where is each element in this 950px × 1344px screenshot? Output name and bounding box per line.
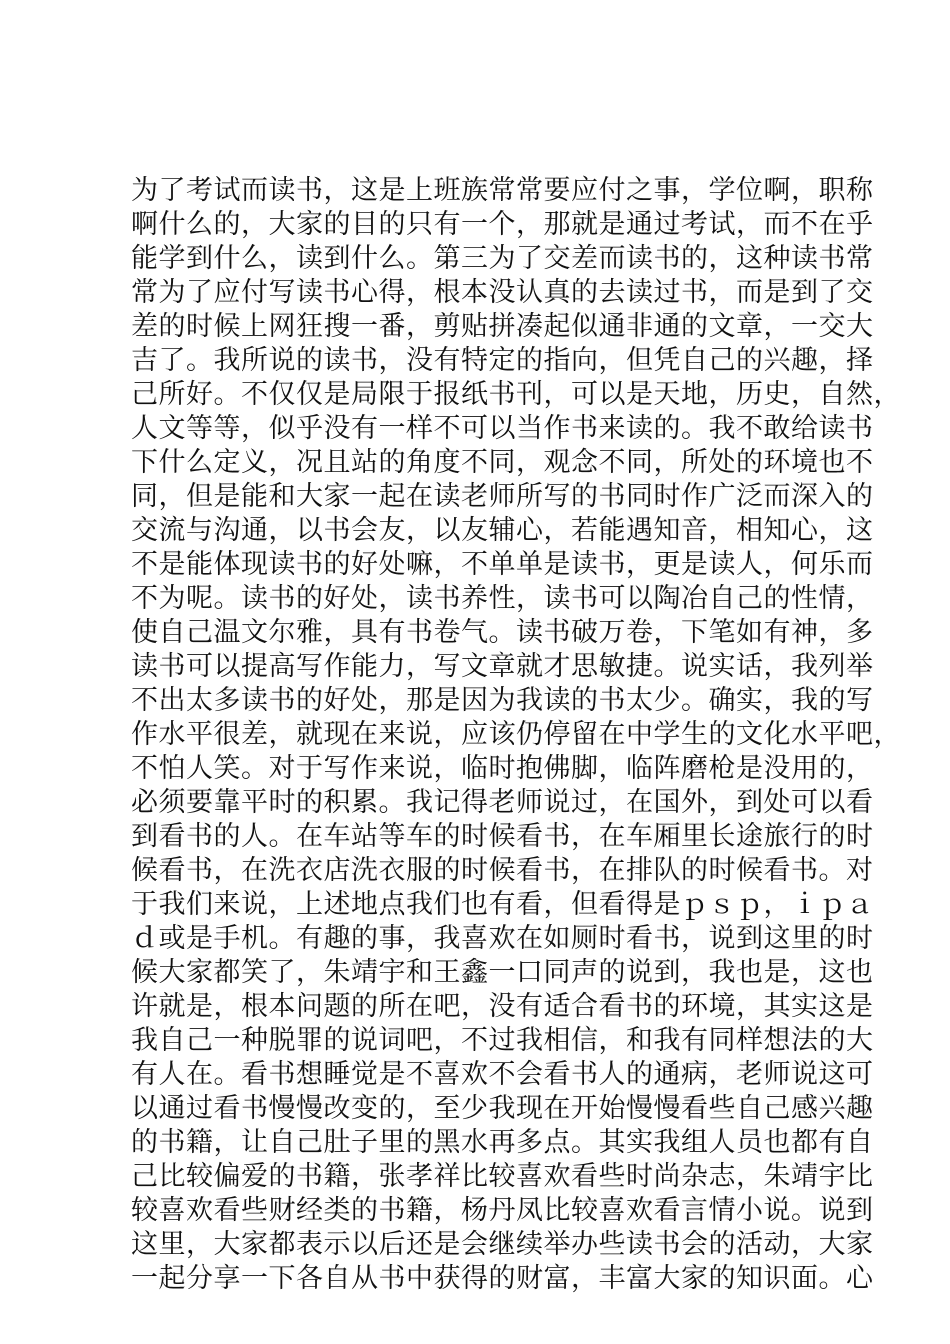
text-line: 于我们来说，上述地点我们也有看，但看得是ｐｓｐ，ｉｐａ (131, 889, 874, 920)
text-line: ｄ或是手机。有趣的事，我喜欢在如厕时看书，说到这里的时 (131, 923, 874, 954)
text-line: 己所好。不仅仅是局限于报纸书刊，可以是天地，历史，自然， (131, 379, 901, 410)
text-line: 的书籍，让自己肚子里的黑水再多点。其实我组人员也都有自 (131, 1127, 874, 1158)
text-line: 必须要靠平时的积累。我记得老师说过，在国外，到处可以看 (131, 787, 874, 818)
text-line: 较喜欢看些财经类的书籍，杨丹凤比较喜欢看言情小说。说到 (131, 1195, 874, 1226)
text-line: 同，但是能和大家一起在读老师所写的书同时作广泛而深入的 (131, 481, 874, 512)
text-line: 作水平很差，就现在来说，应该仍停留在中学生的文化水平吧， (131, 719, 901, 750)
text-line: 许就是，根本问题的所在吧，没有适合看书的环境，其实这是 (131, 991, 874, 1022)
text-line: 候看书，在洗衣店洗衣服的时候看书，在排队的时候看书。对 (131, 855, 874, 886)
text-line: 这里，大家都表示以后还是会继续举办些读书会的活动，大家 (131, 1229, 874, 1260)
text-line: 不出太多读书的好处，那是因为我读的书太少。确实，我的写 (131, 685, 874, 716)
text-line: 使自己温文尔雅，具有书卷气。读书破万卷，下笔如有神，多 (131, 617, 874, 648)
text-line: 下什么定义，况且站的角度不同，观念不同，所处的环境也不 (131, 447, 874, 478)
text-line: 差的时候上网狂搜一番，剪贴拼凑起似通非通的文章，一交大 (131, 311, 874, 342)
text-line: 到看书的人。在车站等车的时候看书，在车厢里长途旅行的时 (131, 821, 874, 852)
text-line: 以通过看书慢慢改变的，至少我现在开始慢慢看些自己感兴趣 (131, 1093, 874, 1124)
text-line: 交流与沟通，以书会友，以友辅心，若能遇知音，相知心，这 (131, 515, 874, 546)
text-line: 不怕人笑。对于写作来说，临时抱佛脚，临阵磨枪是没用的， (131, 753, 874, 784)
text-line: 不为呢。读书的好处，读书养性，读书可以陶冶自己的性情， (131, 583, 874, 614)
text-line: 候大家都笑了，朱靖宇和王鑫一口同声的说到，我也是，这也 (131, 957, 874, 988)
text-line: 读书可以提高写作能力，写文章就才思敏捷。说实话，我列举 (131, 651, 874, 682)
text-line: 有人在。看书想睡觉是不喜欢不会看书人的通病，老师说这可 (131, 1059, 874, 1090)
text-line: 不是能体现读书的好处嘛，不单单是读书，更是读人，何乐而 (131, 549, 874, 580)
text-line: 己比较偏爱的书籍，张孝祥比较喜欢看些时尚杂志，朱靖宇比 (131, 1161, 874, 1192)
body-text (131, 174, 901, 1296)
text-line: 啊什么的，大家的目的只有一个，那就是通过考试，而不在乎 (131, 209, 874, 240)
text-line: 一起分享一下各自从书中获得的财富，丰富大家的知识面。心 (131, 1263, 874, 1294)
text-line: 常为了应付写读书心得，根本没认真的去读过书，而是到了交 (131, 277, 874, 308)
text-line: 人文等等，似乎没有一样不可以当作书来读的。我不敢给读书 (131, 413, 874, 444)
text-line: 我自己一种脱罪的说词吧，不过我相信，和我有同样想法的大 (131, 1025, 874, 1056)
text-line: 吉了。我所说的读书，没有特定的指向，但凭自己的兴趣，择 (131, 345, 874, 376)
text-line: 能学到什么，读到什么。第三为了交差而读书的，这种读书常 (131, 243, 874, 274)
text-line: 为了考试而读书，这是上班族常常要应付之事，学位啊，职称 (131, 175, 874, 206)
